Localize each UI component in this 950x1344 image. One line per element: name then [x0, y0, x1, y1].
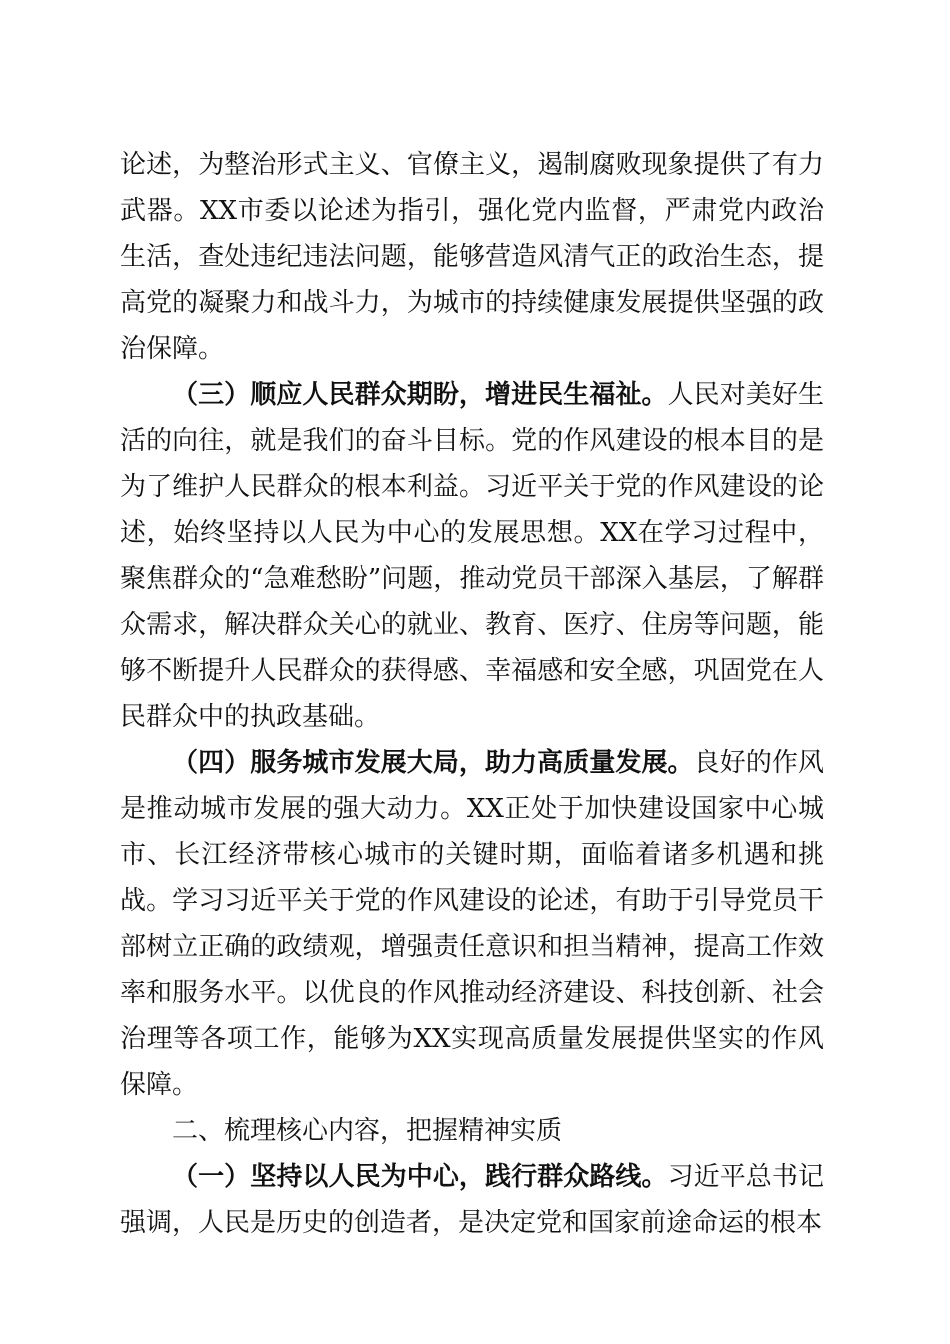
- section-heading: 二、梳理核心内容，把握精神实质: [172, 1116, 563, 1146]
- document-page: [120, 142, 824, 1246]
- paragraph-text: 人民对美好生活的向往，就是我们的奋斗目标。党的作风建设的根本目的是为了维护人民群众的根本利益。习近平关于党的作风建设的论述，始终坚持以人民为中心的发展思想。XX在学习过程中，聚焦群众的“急难愁盼”问题，推动党员干部深入基层，了解群众需求，解决群众关心的就业、教育、医疗、住房等问题，能够不断提升人民群众的获得感、幸福感和安全感，巩固党在人民群众中的执政基础。: [120, 380, 824, 732]
- paragraph-people-welfare: [120, 372, 824, 740]
- paragraph-lead: （四）服务城市发展大局，助力高质量发展。: [172, 748, 694, 778]
- paragraph-text: 论述，为整治形式主义、官僚主义，遏制腐败现象提供了有力武器。XX市委以论述为指引，强化党内监督，严肃党内政治生活，查处违纪违法问题，能够营造风清气正的政治生态，提高党的凝聚力和战斗力，为城市的持续健康发展提供坚强的政治保障。: [120, 150, 824, 364]
- paragraph-text: 习近平总书记强调，人民是历史的创造者，是决定党和国家前途命运的根本: [120, 1162, 824, 1238]
- paragraph-lead: （三）顺应人民群众期盼，增进民生福祉。: [172, 380, 668, 410]
- paragraph-lead: （一）坚持以人民为中心，践行群众路线。: [172, 1162, 668, 1192]
- paragraph-text: 良好的作风是推动城市发展的强大动力。XX正处于加快建设国家中心城市、长江经济带核心城市的关键时期，面临着诸多机遇和挑战。学习习近平关于党的作风建设的论述，有助于引导党员干部树立正确的政绩观，增强责任意识和担当精神，提高工作效率和服务水平。以优良的作风推动经济建设、科技创新、社会治理等各项工作，能够为XX实现高质量发展提供坚实的作风保障。: [120, 748, 824, 1100]
- paragraph-city-development: [120, 740, 824, 1108]
- paragraph-people-centered: [120, 1154, 824, 1246]
- paragraph-continuation: [120, 142, 824, 372]
